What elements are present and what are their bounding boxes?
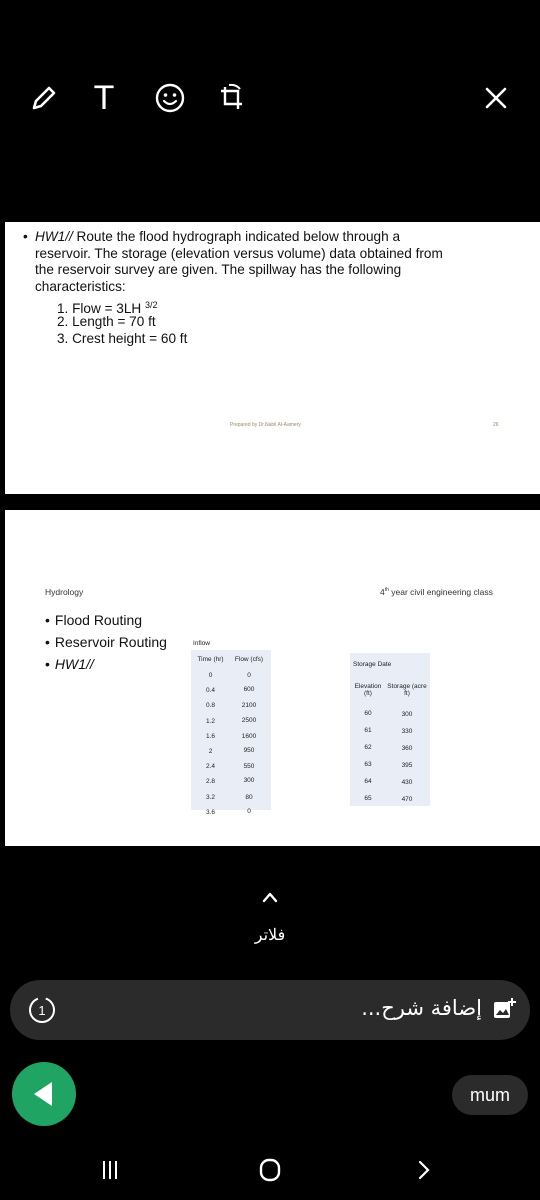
storage-volume-cell: 300 bbox=[401, 711, 413, 718]
storage-volume-cell: 395 bbox=[401, 762, 413, 769]
crest-height-item: 3. Crest height = 60 ft bbox=[57, 331, 188, 346]
paragraph-line-3: the reservoir survey are given. The spillway has the following bbox=[35, 262, 402, 278]
caption-bar[interactable] bbox=[10, 980, 530, 1040]
bullet-hw: • HW1// bbox=[45, 656, 94, 672]
filters-label[interactable]: فلاتر bbox=[254, 927, 286, 944]
inflow-flow-cell: 2500 bbox=[241, 716, 257, 724]
inflow-time-cell: 2.4 bbox=[205, 763, 216, 771]
storage-volume-cell: 330 bbox=[401, 728, 413, 735]
inflow-flow-cell: 300 bbox=[243, 777, 255, 785]
inflow-time-cell: 0.4 bbox=[205, 687, 216, 695]
storage-col-volume: Storage (acre ft) bbox=[387, 683, 427, 697]
inflow-time-cell: 3.2 bbox=[205, 793, 216, 801]
caption-input[interactable]: إضافة شرح... bbox=[361, 996, 482, 1020]
paragraph-line-2: reservoir. The storage (elevation versus volume) data obtained from bbox=[35, 245, 443, 261]
text-tool-icon[interactable] bbox=[84, 78, 124, 118]
bullet-flood-routing: • Flood Routing bbox=[45, 612, 143, 628]
inflow-time-cell: 1.2 bbox=[205, 717, 216, 725]
inflow-time-cell: 2 bbox=[208, 748, 213, 755]
storage-volume-cell: 470 bbox=[401, 796, 413, 803]
add-image-icon[interactable] bbox=[492, 997, 516, 1026]
inflow-flow-cell: 1600 bbox=[241, 732, 257, 740]
inflow-time-cell: 0 bbox=[208, 672, 213, 679]
inflow-flow-cell: 950 bbox=[243, 747, 255, 754]
inflow-time-cell: 2.8 bbox=[205, 778, 216, 786]
storage-volume-cell: 360 bbox=[401, 745, 413, 752]
home-icon[interactable] bbox=[250, 1152, 290, 1188]
header-right: 4th year civil engineering class bbox=[380, 587, 493, 597]
header-left: Hydrology bbox=[45, 587, 84, 597]
inflow-flow-cell: 80 bbox=[245, 793, 253, 801]
inflow-col-time: Time (hr) bbox=[197, 656, 224, 663]
storage-elevation-cell: 65 bbox=[364, 795, 372, 802]
hw-label: HW1// bbox=[35, 229, 73, 244]
send-button[interactable] bbox=[12, 1062, 76, 1126]
inflow-time-cell: 1.6 bbox=[205, 732, 216, 740]
storage-elevation-cell: 61 bbox=[364, 727, 372, 734]
storage-volume-cell: 430 bbox=[401, 779, 413, 786]
inflow-flow-cell: 0 bbox=[247, 807, 251, 815]
inflow-title: Inflow bbox=[193, 640, 210, 647]
storage-elevation-cell: 64 bbox=[364, 778, 372, 785]
slide-footer: Prepared by Dr.Nabil Al-Aamery bbox=[230, 422, 301, 428]
inflow-time-cell: 3.6 bbox=[205, 808, 216, 816]
inflow-col-flow: Flow (cfs) bbox=[234, 656, 264, 663]
recent-apps-icon[interactable] bbox=[90, 1152, 130, 1188]
slide-1 bbox=[5, 222, 540, 494]
close-icon[interactable] bbox=[476, 78, 516, 118]
inflow-flow-cell: 550 bbox=[243, 763, 255, 771]
storage-elevation-cell: 62 bbox=[364, 744, 372, 751]
send-icon bbox=[12, 1062, 76, 1126]
length-item: 2. Length = 70 ft bbox=[57, 314, 156, 329]
storage-title: Storage Date bbox=[353, 661, 392, 668]
flow-exponent: 3/2 bbox=[145, 300, 158, 310]
homework-paragraph: • HW1// Route the flood hydrograph indicated below through a reservoir. The storage (elevation versus volume) data obtained from the reservoir survey are given. The spillway has the following characteristics: bbox=[23, 229, 443, 294]
inflow-flow-cell: 2100 bbox=[241, 702, 257, 710]
text-tool-label: T bbox=[93, 79, 115, 117]
slide-2 bbox=[5, 510, 540, 846]
inflow-flow-cell: 0 bbox=[247, 672, 251, 679]
view-once-timer-icon[interactable] bbox=[26, 994, 58, 1031]
pencil-icon[interactable] bbox=[24, 78, 64, 118]
emoji-icon[interactable] bbox=[150, 78, 190, 118]
chevron-up-icon[interactable] bbox=[262, 890, 278, 908]
recipient-chip[interactable]: mum bbox=[452, 1075, 528, 1115]
paragraph-line-4: characteristics: bbox=[35, 278, 126, 294]
storage-elevation-cell: 60 bbox=[364, 710, 372, 717]
inflow-time-cell: 0.8 bbox=[205, 702, 216, 710]
storage-elevation-cell: 63 bbox=[364, 761, 372, 768]
storage-col-elevation: Elevation (ft) bbox=[354, 683, 382, 697]
crop-rotate-icon[interactable] bbox=[212, 78, 252, 118]
bullet-reservoir-routing: • Reservoir Routing bbox=[45, 634, 167, 650]
page-number: 26 bbox=[493, 422, 499, 428]
timer-digit: 1 bbox=[38, 1003, 46, 1018]
inflow-flow-cell: 600 bbox=[243, 686, 255, 694]
back-icon[interactable] bbox=[404, 1152, 444, 1188]
paragraph-line-1: Route the flood hydrograph indicated below through a bbox=[72, 229, 400, 244]
flow-item: 1. Flow = 3LH $^{3/2}$ bbox=[57, 300, 158, 316]
